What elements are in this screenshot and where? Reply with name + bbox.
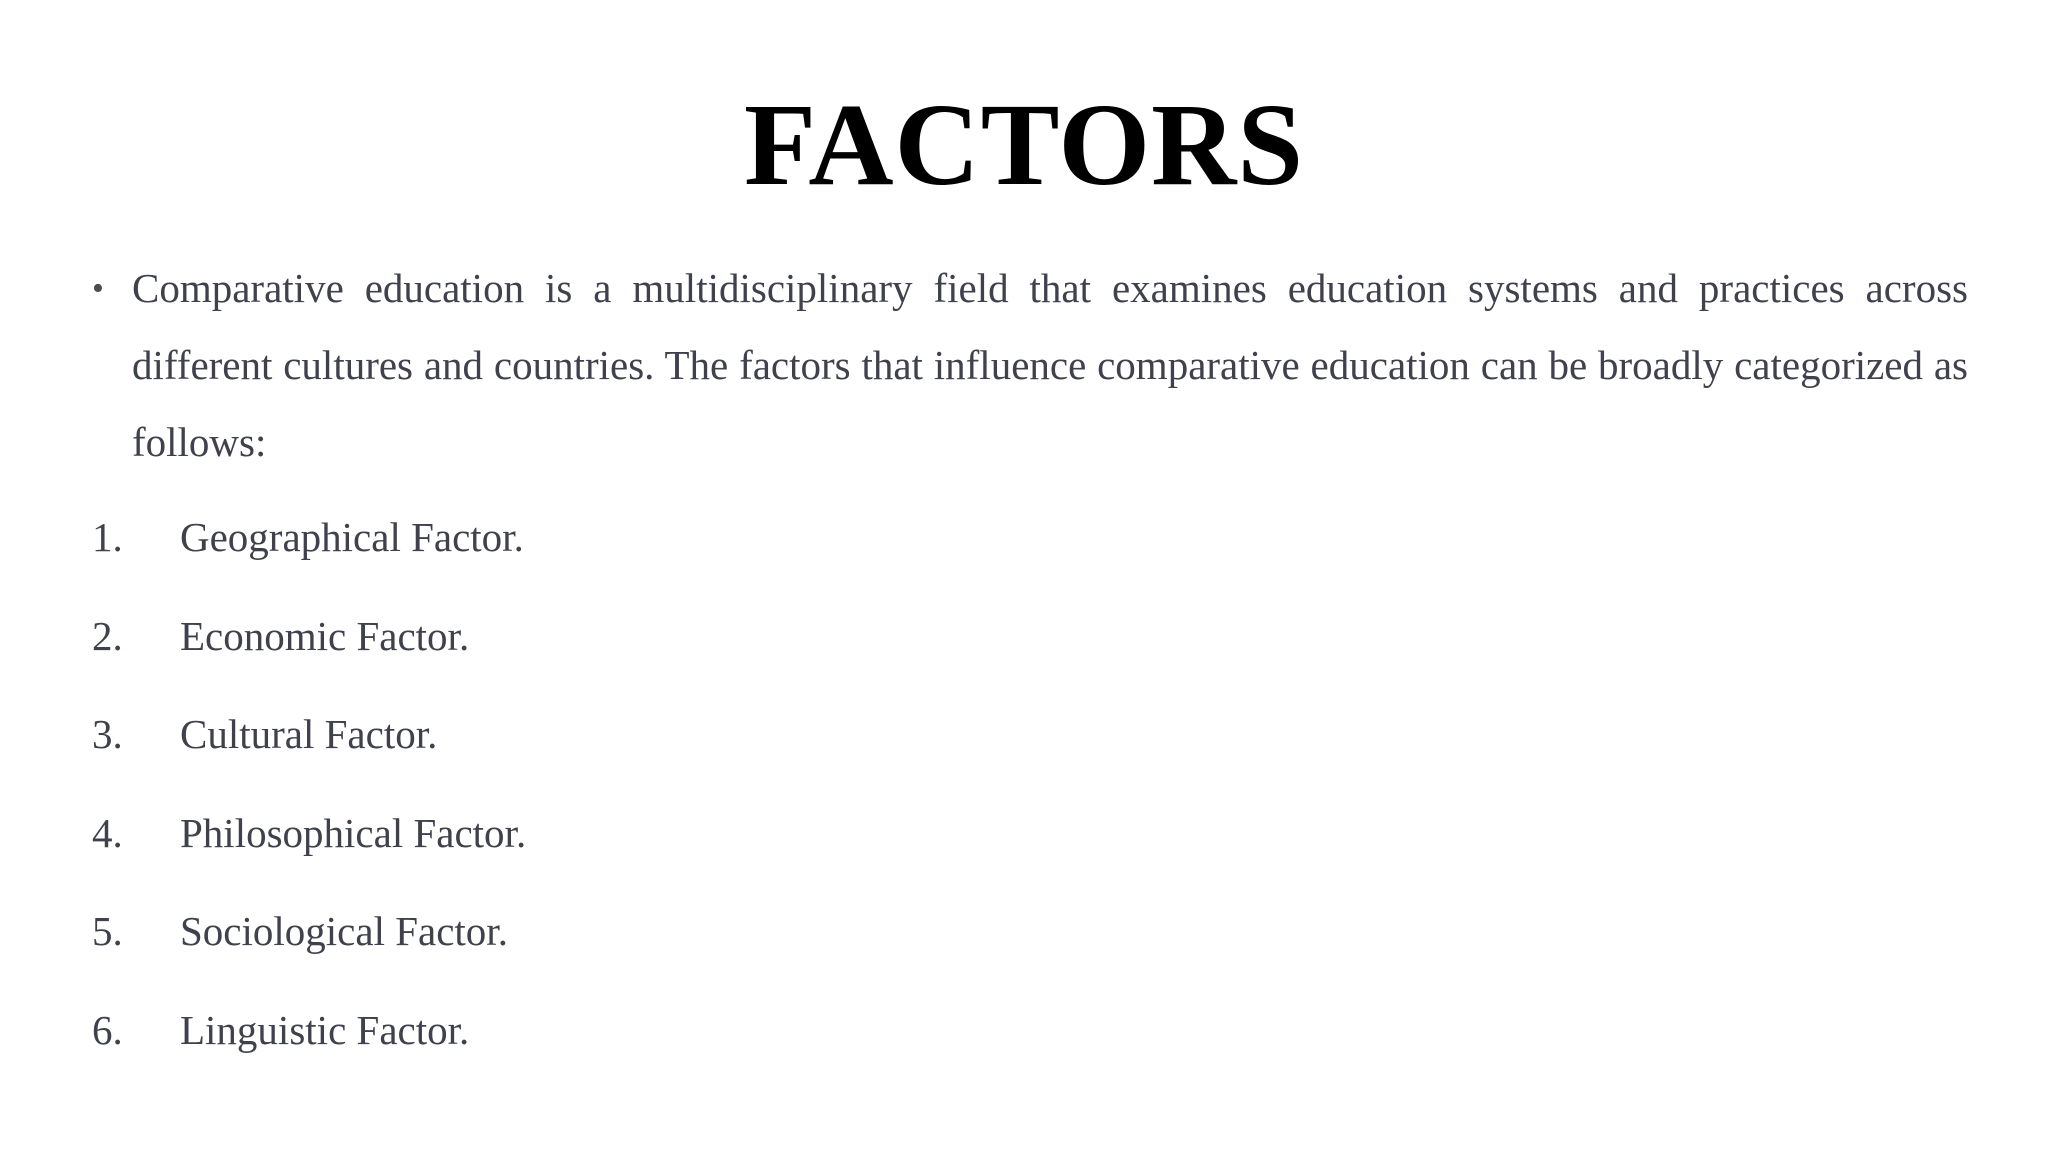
- list-item-label: Economic Factor.: [180, 612, 470, 659]
- list-item: [92, 505, 1092, 604]
- list-item-label: Cultural Factor.: [180, 711, 438, 758]
- bullet-icon: •: [92, 270, 104, 307]
- list-item-number: 3.: [92, 711, 123, 758]
- list-item-number: 2.: [92, 612, 123, 659]
- list-item-label: Sociological Factor.: [180, 908, 508, 955]
- list-item-label: Linguistic Factor.: [180, 1006, 470, 1053]
- list-item: [92, 801, 1092, 900]
- slide-title: FACTORS: [744, 79, 1304, 210]
- list-item-number: 1.: [92, 514, 123, 560]
- list-item-label: Philosophical Factor.: [180, 809, 527, 856]
- list-item-number: 4.: [92, 809, 123, 856]
- factor-list: [92, 505, 1092, 1097]
- list-item-number: 5.: [92, 908, 123, 955]
- list-item-label: Geographical Factor.: [180, 514, 524, 560]
- list-item: [92, 702, 1092, 801]
- list-item: [92, 998, 1092, 1097]
- intro-paragraph: [92, 250, 1968, 481]
- list-item: [92, 899, 1092, 998]
- list-item-number: 6.: [92, 1006, 123, 1053]
- list-item: [92, 604, 1092, 703]
- intro-text: Comparative education is a multidisciplinary field that examines education systems and practices across different cultures and countries. The factors that influence comparative education can be broadly categorized as follows:: [132, 265, 1968, 465]
